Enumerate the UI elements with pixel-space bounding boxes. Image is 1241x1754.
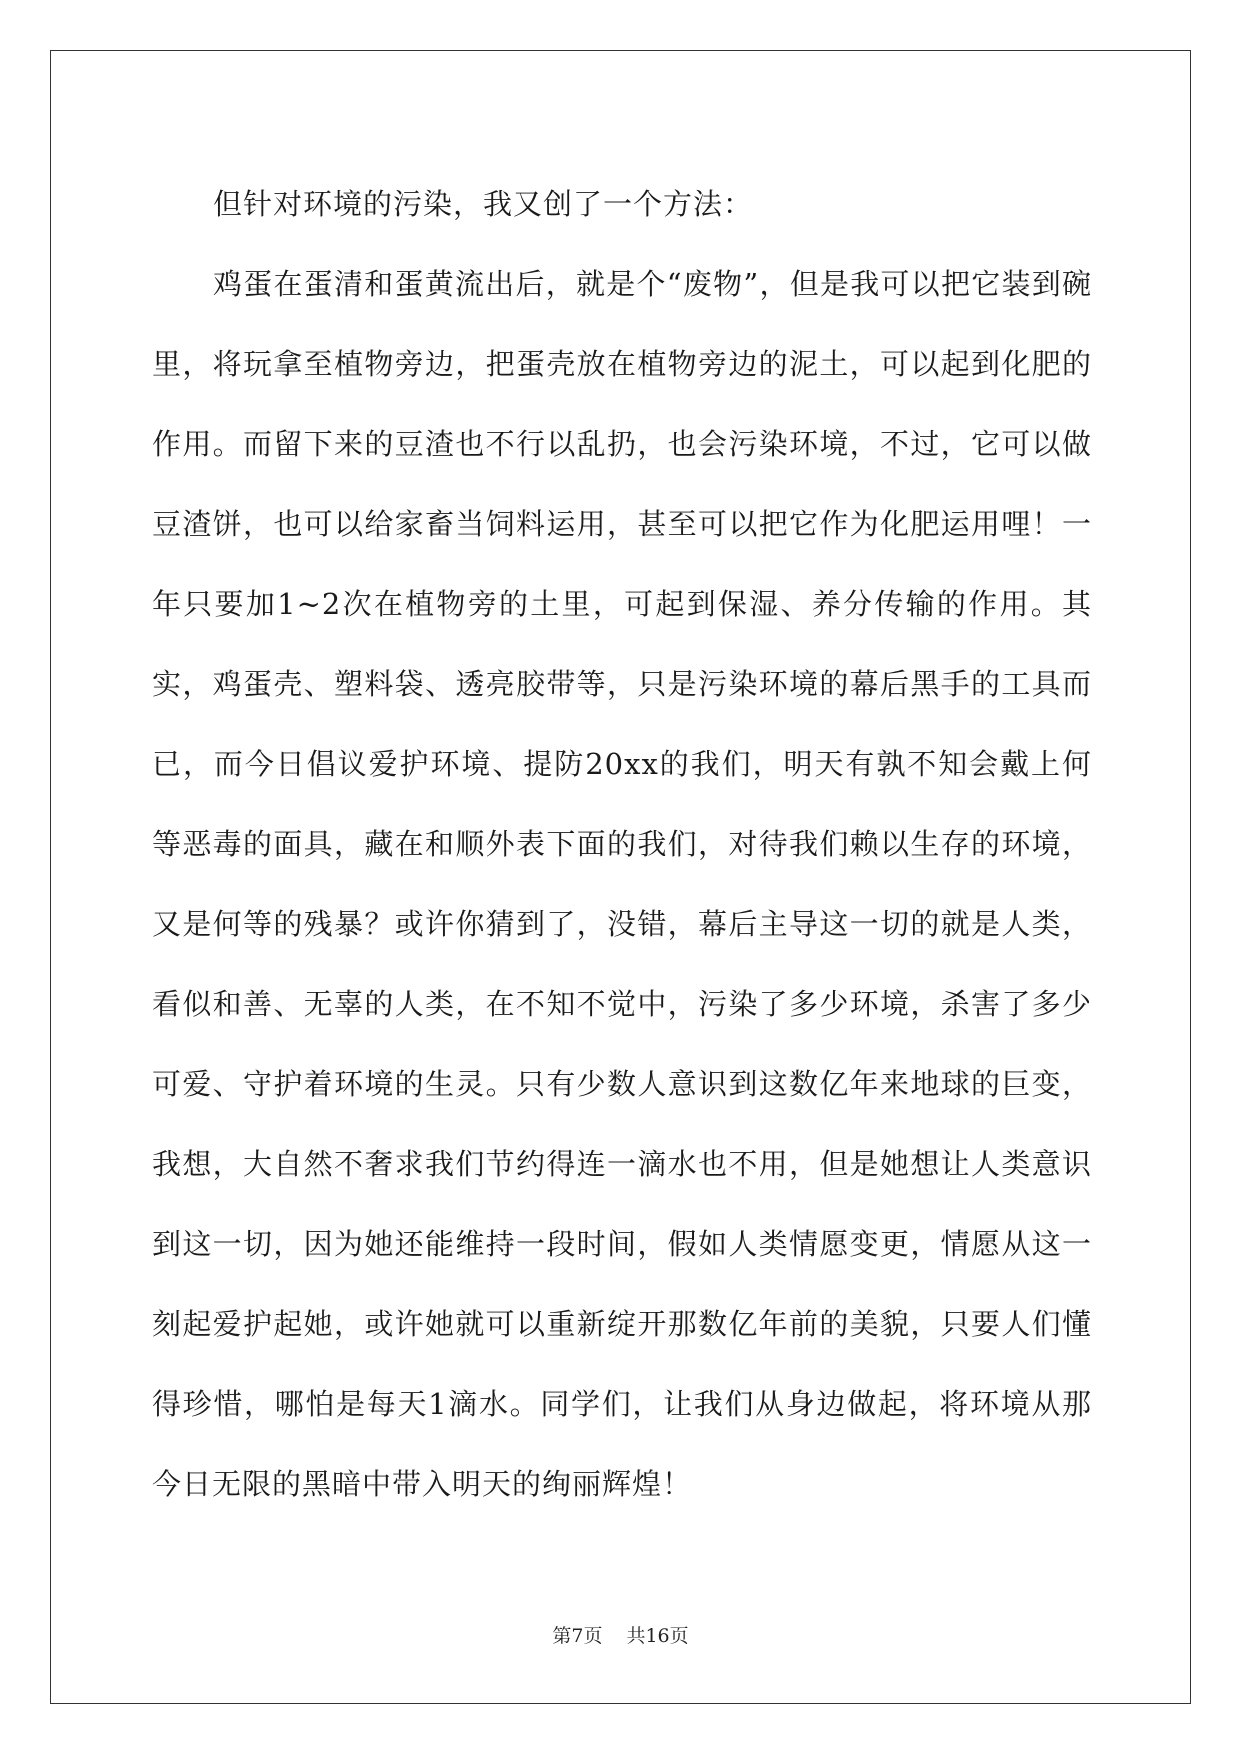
document-body (152, 164, 1092, 1524)
paragraph: 但针对环境的污染，我又创了一个方法： (213, 187, 754, 221)
paragraph: 鸡蛋在蛋清和蛋黄流出后，就是个“废物”，但是我可以把它装到碗里，将玩拿至植物旁边，把蛋壳放在植物旁边的泥土，可以起到化肥的作用。而留下来的豆渣也不行以乱扔，也会污染环境，不过，它可以做豆渣饼，也可以给家畜当饲料运用，甚至可以把它作为化肥运用哩！一年只要加1~2次在植物旁的土里，可起到保湿、养分传输的作用。其实，鸡蛋壳、塑料袋、透亮胶带等，只是污染环境的幕后黑手的工具而已，而今日倡议爱护环境、提防20xx的我们，明天有孰不知会戴上何等恶毒的面具，藏在和顺外表下面的我们，对待我们赖以生存的环境，又是何等的残暴？或许你猜到了，没错，幕后主导这一切的就是人类，看似和善、无辜的人类，在不知不觉中，污染了多少环境，杀害了多少可爱、守护着环境的生灵。只有少数人意识到这数亿年来地球的巨变，我想，大自然不奢求我们节约得连一滴水也不用，但是她想让人类意识到这一切，因为她还能维持一段时间，假如人类情愿变更，情愿从这一刻起爱护起她，或许她就可以重新绽开那数亿年前的美貌，只要人们懂得珍惜，哪怕是每天1滴水。同学们，让我们从身边做起，将环境从那今日无限的黑暗中带入明天的绚丽辉煌！ (152, 267, 1092, 1501)
page-total: 共16页 (626, 1625, 689, 1647)
page-number: 第7页 (552, 1625, 603, 1647)
page-footer (0, 1621, 1241, 1648)
